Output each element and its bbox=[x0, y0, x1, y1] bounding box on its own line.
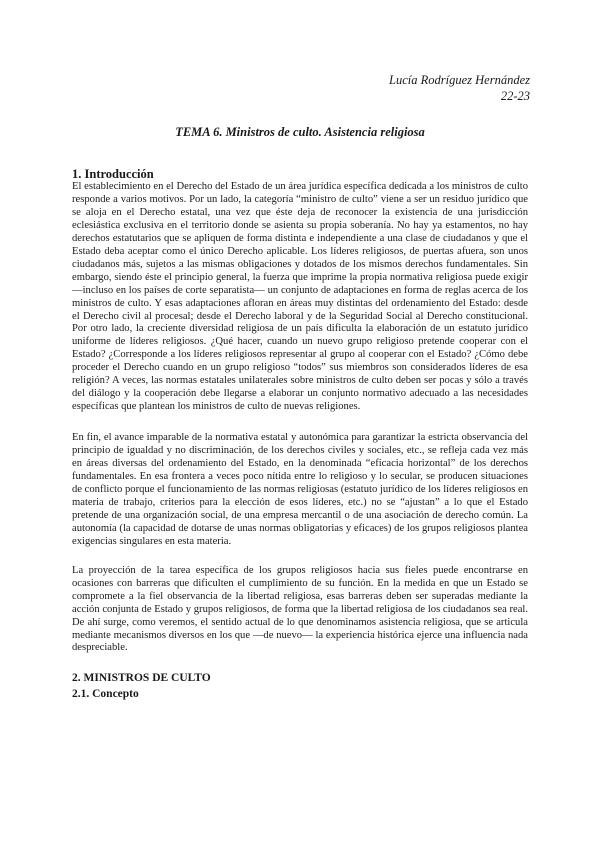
author-block bbox=[389, 72, 530, 104]
section-heading-ministros: 2. MINISTROS DE CULTO bbox=[72, 672, 211, 685]
paragraph-1: El establecimiento en el Derecho del Estado de un área jurídica específica dedicada a los ministros de culto responde a varios motivos. Por un lado, la categoría “ministro de culto” viene a ser un residuo jurídico que se aloja en el Derecho estatal, una vez que éste deja de reconocer la existencia de una jurisdicción eclesiástica exclusiva en el territorio donde se asienta su propia soberanía. No hay ya estamentos, no hay derechos estatutarios que se apliquen de forma distinta e independiente a una clase de ciudadanos y que el Estado deba aceptar como el único Derecho aplicable. Los líderes religiosos, de puertas afuera, son unos ciudadanos más, sujetos a las mismas obligaciones y dotados de los mismos derechos fundamentales. Sin embargo, siendo éste el principio general, la fuerza que imprime la propia normativa religiosa puede exigir —incluso en los países de corte separatista— un conjunto de adaptaciones en forma de reglas acerca de los ministros de culto. Y esas adaptaciones afloran en áreas muy distintas del ordenamiento del Estado: desde el Derecho civil al procesal; desde el Derecho laboral y de la Seguridad Social al Derecho constitucional. Por otro lado, la creciente diversidad religiosa de un país dificulta la elaboración de un estatuto jurídico uniforme de líderes religiosos. ¿Qué hacer, cuando un nuevo grupo religioso pretende cooperar con el Estado? ¿Corresponde a los líderes religiosos representar al grupo al cooperar con el Estado? ¿Cómo debe proceder el Derecho cuando en un grupo religioso “todos” sus miembros son considerados líderes de esa religión? A veces, las normas estatales unilaterales sobre ministros de culto deben ser pocas y sólo a través del diálogo y la cooperación debe llegarse a elaborar un conjunto normativo adecuado a las necesidades específicas que plantean los ministros de culto de nuevas religiones. bbox=[72, 181, 528, 413]
academic-year: 22-23 bbox=[500, 89, 530, 103]
subsection-heading-concepto: 2.1. Concepto bbox=[72, 688, 139, 701]
document-title: TEMA 6. Ministros de culto. Asistencia religiosa bbox=[175, 125, 425, 139]
author-name: Lucía Rodríguez Hernández bbox=[389, 73, 530, 87]
paragraph-2: En fin, el avance imparable de la normativa estatal y autonómica para garantizar la estricta observancia del principio de igualdad y no discriminación, de los derechos civiles y sociales, etc., se refleja cada vez más en áreas diversas del ordenamiento del Estado, en la denominada “eficacia horizontal” de los derechos fundamentales. En esa frontera a veces poco nítida entre lo religioso y lo secular, se producen situaciones de conflicto porque el funcionamiento de las normas religiosas (estatuto jurídico de los líderes religiosos en materia de trabajo, criterios para la elección de esos líderes, etc.) no se “ajustan” a lo que el Estado pretende de una organización social, de una empresa mercantil o de una asociación de derecho común. La autonomía (la capacidad de dotarse de unas normas obligatorias y eficaces) de los grupos religiosos plantea exigencias singulares en esta materia. bbox=[72, 432, 528, 547]
section-heading-introduction: 1. Introducción bbox=[72, 167, 154, 181]
document-body bbox=[72, 167, 528, 701]
paragraph-3: La proyección de la tarea específica de los grupos religiosos hacia sus fieles puede encontrarse en ocasiones con barreras que dificulten el cumplimiento de su función. En la medida en que un Estado se compromete a la fiel observancia de la libertad religiosa, esas barreras deben ser superadas mediante la acción conjunta de Estado y grupos religiosos, de forma que la libertad religiosa de los ciudadanos sea real. De ahí surge, como veremos, el sentido actual de lo que denominamos asistencia religiosa, que se articula mediante mecanismos diversos en los que —de nuevo— la experiencia histórica ejerce una influencia nada despreciable. bbox=[72, 564, 528, 654]
